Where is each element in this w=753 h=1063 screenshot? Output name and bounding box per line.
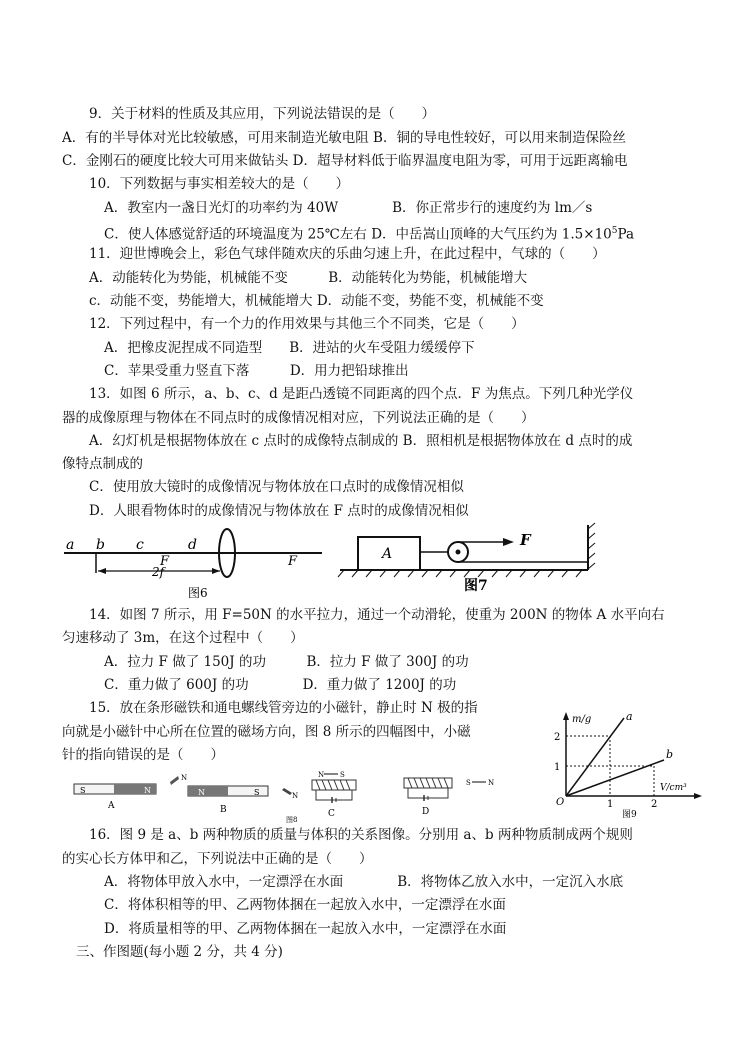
q16-options-ab: A．将物体甲放入水中，一定漂浮在水面 B．将物体乙放入水中，一定沉入水底 [104,874,624,890]
fig8-d-s: S [466,779,471,787]
fig6-focus-left: F [160,554,170,569]
fig8-label-d: D [422,807,430,817]
fig8-a-n: N [144,786,151,795]
fig8-a-needle-n: N [181,774,188,782]
q11-stem: 11．迎世博晚会上，彩色气球伴随欢庆的乐曲匀速上升，在此过程中，气球的（ ） [89,246,606,262]
fig6-two-f-label: 2f [152,565,165,579]
fig6-caption: 图6 [188,586,208,600]
q13-option-a-line1: A．幻灯机是根据物体放在 c 点时的成像特点制成的 B．照相机是根据物体放在 d 点时的成 [89,433,633,449]
fig9-y-tick-1: 1 [554,762,561,773]
q11-options-ab: A．动能转化为势能，机械能不变 B．动能转化为势能，机械能增大 [89,270,528,286]
q14-options-ab: A．拉力 F 做了 150J 的功 B．拉力 F 做了 300J 的功 [104,654,469,670]
q10-cd-exponent: 5 [611,226,618,236]
fig6-point-d: d [188,537,197,553]
q13-option-a-line2: 像特点制成的 [62,456,143,472]
q14-stem-line1: 14．如图 7 所示，用 F=50N 的水平拉力，通过一个动滑轮，使重为 200N 的物体 A 水平向右 [89,607,665,623]
fig6-point-c: c [136,537,144,553]
fig9-x-tick-1: 1 [607,799,614,810]
q11-options-cd: c．动能不变，势能增大，机械能增大 D．动能不变，势能不变，机械能不变 [89,293,544,309]
q9-stem: 9．关于材料的性质及其应用，下列说法错误的是（ ） [89,106,436,122]
q14-stem-line2: 匀速移动了 3m，在这个过程中（ ） [62,630,304,646]
q9-options-ab: A．有的半导体对光比较敏感，可用来制造光敏电阻 B．铜的导电性较好，可以用来制造保险丝 [62,130,626,146]
figure-8-magnet-diagrams [66,768,524,824]
section-3-heading: 三、作图题(每小题 2 分，共 4 分) [76,944,283,960]
fig8-a-s: S [80,786,86,795]
q10-options-ab: A．教室内一盏日光灯的功率约为 40W B．你正常步行的速度约为 lm／s [104,200,593,216]
q13-option-c: C．使用放大镜时的成像情况与物体放在口点时的成像情况相似 [89,479,464,495]
fig6-point-b: b [96,537,105,553]
fig9-caption: 图9 [622,810,637,820]
fig9-origin: O [556,797,565,808]
fig8-d-n: N [488,779,495,787]
q10-cd-text: C．使人体感觉舒适的环境温度为 25℃左右 D．中岳嵩山顶峰的大气压约为 1.5×10 [104,226,612,243]
figure-9-mass-volume-graph [548,708,708,820]
q15-stem-line1: 15．放在条形磁铁和通电螺线管旁边的小磁针，静止时 N 极的指 [89,700,478,716]
fig9-x-axis-label: V/cm³ [660,783,687,793]
fig9-x-tick-2: 2 [651,799,658,810]
fig6-point-a: a [66,537,75,553]
fig6-focus-right: F [288,554,298,569]
fig8-b-n: N [198,788,205,797]
q12-options-cd: C．苹果受重力竖直下落 D．用力把铅球推出 [104,363,409,379]
fig7-block-a: A [382,546,393,562]
fig7-force-f: F [520,531,531,549]
q12-options-ab: A．把橡皮泥捏成不同造型 B．进站的火车受阻力缓缓停下 [104,340,475,356]
q15-stem-line2: 向就是小磁针中心所在位置的磁场方向，图 8 所示的四幅图中，小磁 [62,724,471,740]
q15-stem-line3: 针的指向错误的是（ ） [62,747,224,763]
q10-stem: 10．下列数据与事实相差较大的是（ ） [89,176,350,192]
fig8-c-n: N [318,771,325,779]
fig8-label-b: B [220,805,227,815]
q16-stem-line2: 的实心长方体甲和乙，下列说法中正确的是（ ） [62,851,373,867]
q16-option-c: C．将体积相等的甲、乙两物体捆在一起放入水中，一定漂浮在水面 [104,897,506,913]
fig7-caption: 图7 [464,578,488,594]
fig9-y-tick-2: 2 [554,732,561,743]
fig9-y-axis-label: m/g [572,714,592,725]
figure-7-pulley-diagram [330,515,605,595]
q9-options-cd: C．金刚石的硬度比较大可用来做钻头 D．超导材料低于临界温度电阻为零，可用于远距离输电 [62,153,628,169]
q14-options-cd: C．重力做了 600J 的功 D．重力做了 1200J 的功 [104,677,457,693]
q12-stem: 12．下列过程中，有一个力的作用效果与其他三个不同类，它是（ ） [89,316,525,332]
q13-stem-line1: 13．如图 6 所示，a、b、c、d 是距凸透镜不同距离的四个点．F 为焦点。下列几种光学仪 [89,386,634,402]
fig8-c-s: S [340,771,345,779]
figure-6-lens-diagram [60,527,330,605]
q16-option-d: D．将质量相等的甲、乙两物体捆在一起放入水中，一定漂浮在水面 [104,921,507,937]
fig9-line-a: a [626,710,633,723]
q13-option-d: D．人眼看物体时的成像情况与物体放在 F 点时的成像情况相似 [89,503,469,519]
fig8-caption: 图8 [286,816,298,824]
q16-stem-line1: 16．图 9 是 a、b 两种物质的质量与体积的关系图像。分别用 a、b 两种物质制成两个规则 [89,827,633,843]
fig8-b-needle-n: N [292,792,299,800]
fig8-label-c: C [328,809,335,819]
fig8-b-s: S [254,788,260,797]
q10-options-cd [104,221,634,245]
fig8-label-a: A [108,801,115,811]
fig9-line-b: b [666,748,674,761]
q10-cd-unit: Pa [617,226,635,243]
q13-stem-line2: 器的成像原理与物体在不同点时的成像情况相对应，下列说法正确的是（ ） [62,410,535,426]
